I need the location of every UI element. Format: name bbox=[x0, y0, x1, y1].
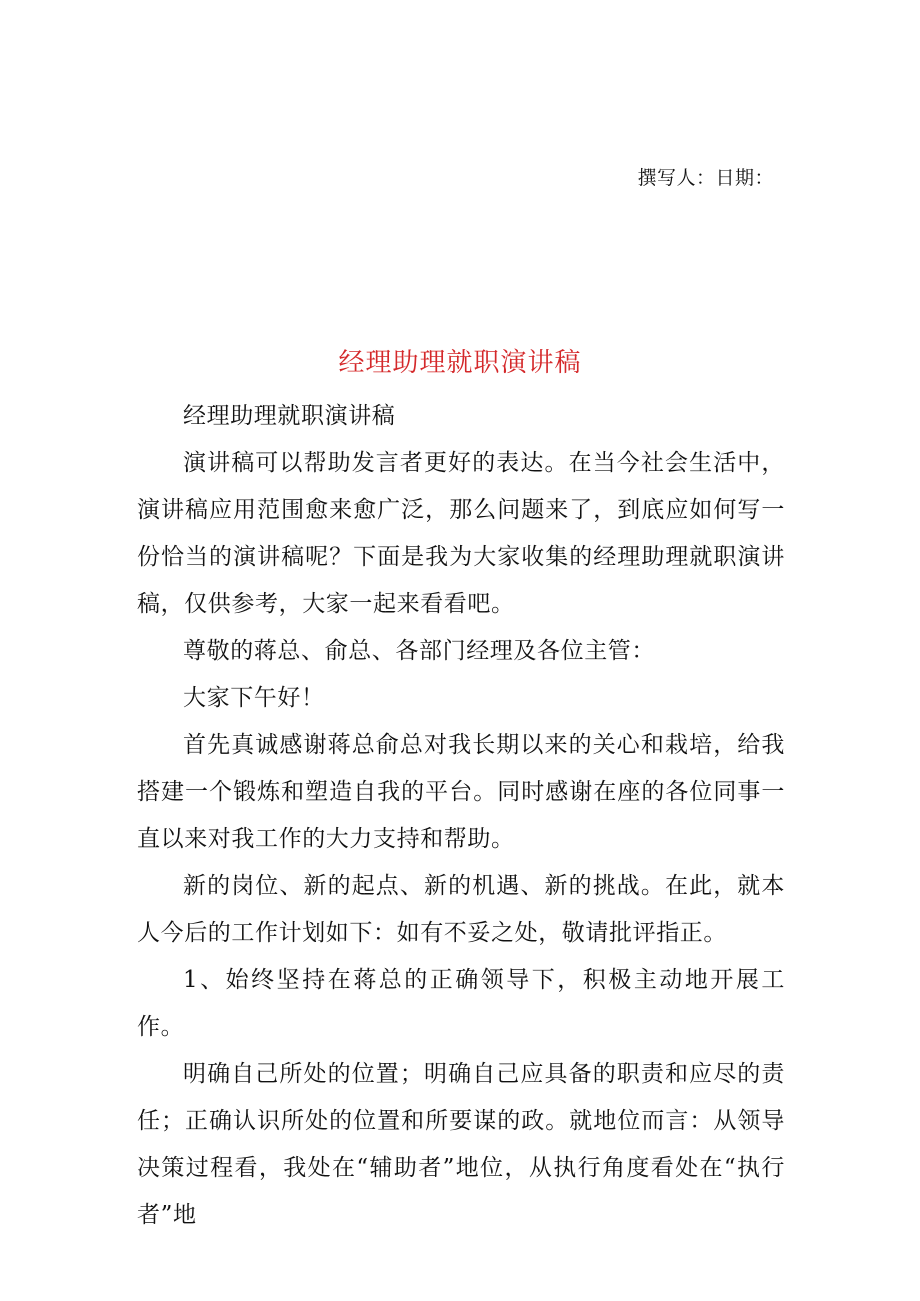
paragraph-position: 明确自己所处的位置；明确自己应具备的职责和应尽的责任；正确认识所处的位置和所要谋的政。就地位而言：从领导决策过程看，我处在“辅助者”地位，从执行角度看处在“执行者”地 bbox=[137, 1061, 785, 1228]
paragraph-plan-intro: 新的岗位、新的起点、新的机遇、新的挑战。在此，就本人今后的工作计划如下：如有不妥之处，敬请批评指正。 bbox=[137, 873, 785, 946]
paragraph-thanks: 首先真诚感谢蒋总俞总对我长期以来的关心和栽培，给我搭建一个锻炼和塑造自我的平台。同时感谢在座的各位同事一直以来对我工作的大力支持和帮助。 bbox=[137, 732, 785, 852]
document-title: 经理助理就职演讲稿 bbox=[338, 348, 582, 378]
paragraph-intro: 演讲稿可以帮助发言者更好的表达。在当今社会生活中，演讲稿应用范围愈来愈广泛，那么问题来了，到底应如何写一份恰当的演讲稿呢？下面是我为大家收集的经理助理就职演讲稿，仅供参考，大家一起来看看吧。 bbox=[137, 450, 785, 617]
paragraph-salutation: 尊敬的蒋总、俞总、各部门经理及各位主管： bbox=[183, 638, 655, 664]
paragraph-point-1: 1、始终坚持在蒋总的正确领导下，积极主动地开展工作。 bbox=[137, 967, 785, 1040]
author-date-line: 撰写人：日期： bbox=[637, 167, 774, 189]
paragraph-greeting: 大家下午好！ bbox=[183, 685, 325, 711]
paragraph-subtitle: 经理助理就职演讲稿 bbox=[183, 403, 396, 429]
document-body bbox=[137, 393, 785, 1239]
